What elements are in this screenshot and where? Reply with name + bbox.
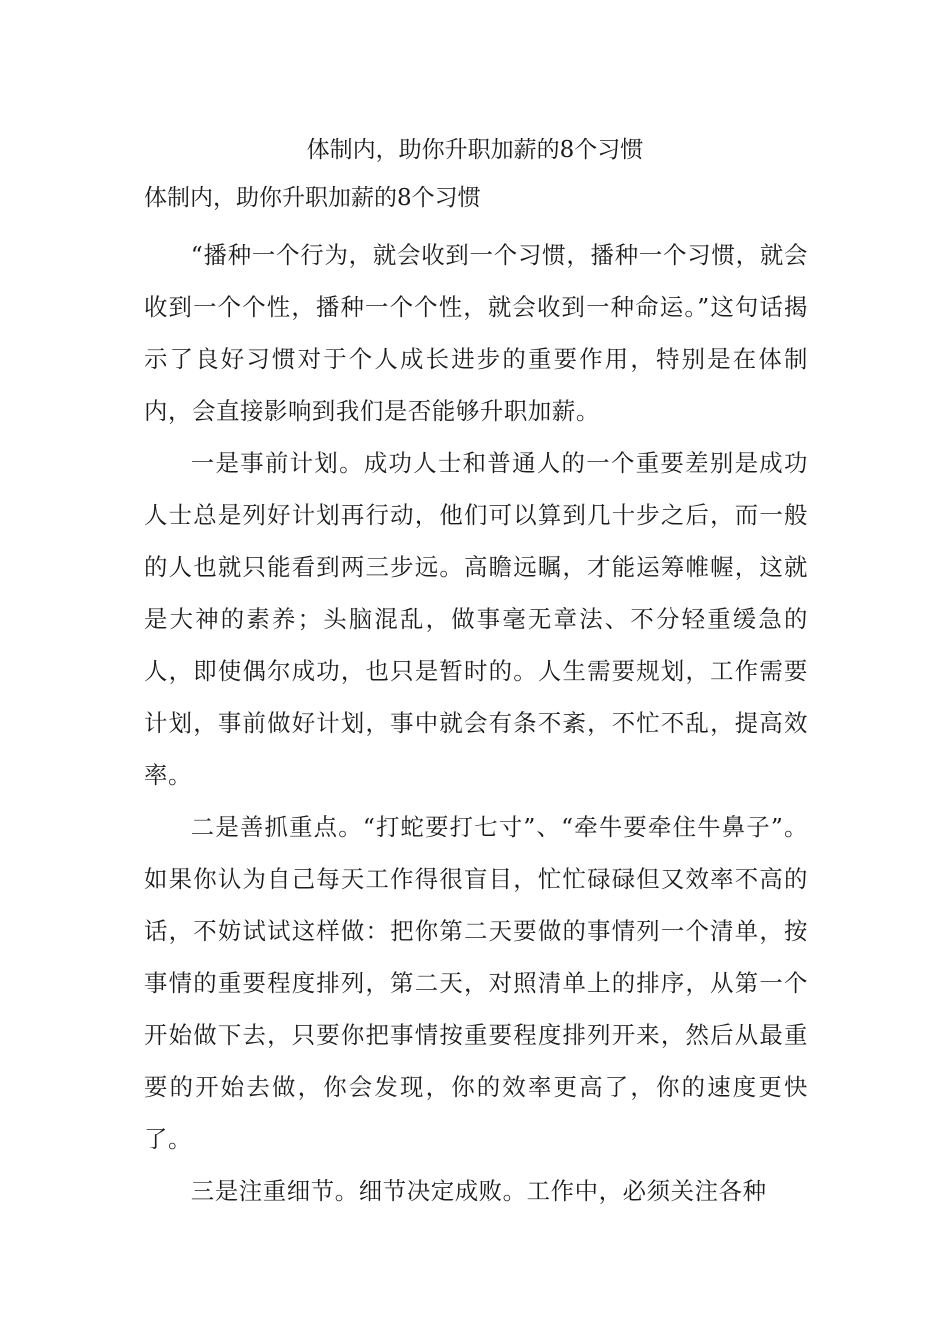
document-heading: 体制内，助你升职加薪的8个习惯 [144,185,481,211]
paragraph-habit-1: 一是事前计划。成功人士和普通人的一个重要差别是成功人士总是列好计划再行动，他们可以算到几十步之后，而一般的人也就只能看到两三步远。高瞻远瞩，才能运筹帷幄，这就是大神的素养；头脑混乱，做事毫无章法、不分轻重缓急的人，即使偶尔成功，也只是暂时的。人生需要规划，工作需要计划，事前做好计划，事中就会有条不紊，不忙不乱，提高效率。 [144,449,808,789]
document-title: 体制内，助你升职加薪的8个习惯 [306,137,644,163]
document-body [144,229,808,1217]
paragraph-habit-2: 二是善抓重点。“打蛇要打七寸”、“牵牛要牵住牛鼻子”。如果你认为自己每天工作得很盲目，忙忙碌碌但又效率不高的话，不妨试试这样做：把你第二天要做的事情列一个清单，按事情的重要程度排列，第二天，对照清单上的排序，从第一个开始做下去，只要你把事情按重要程度排列开来，然后从最重要的开始去做，你会发现，你的效率更高了，你的速度更快了。 [144,813,808,1153]
paragraph-intro: “播种一个行为，就会收到一个习惯，播种一个习惯，就会收到一个个性，播种一个个性，就会收到一种命运。”这句话揭示了良好习惯对于个人成长进步的重要作用，特别是在体制内，会直接影响到我们是否能够升职加薪。 [144,241,808,425]
paragraph-habit-3: 三是注重细节。细节决定成败。工作中，必须关注各种 [190,1177,767,1205]
